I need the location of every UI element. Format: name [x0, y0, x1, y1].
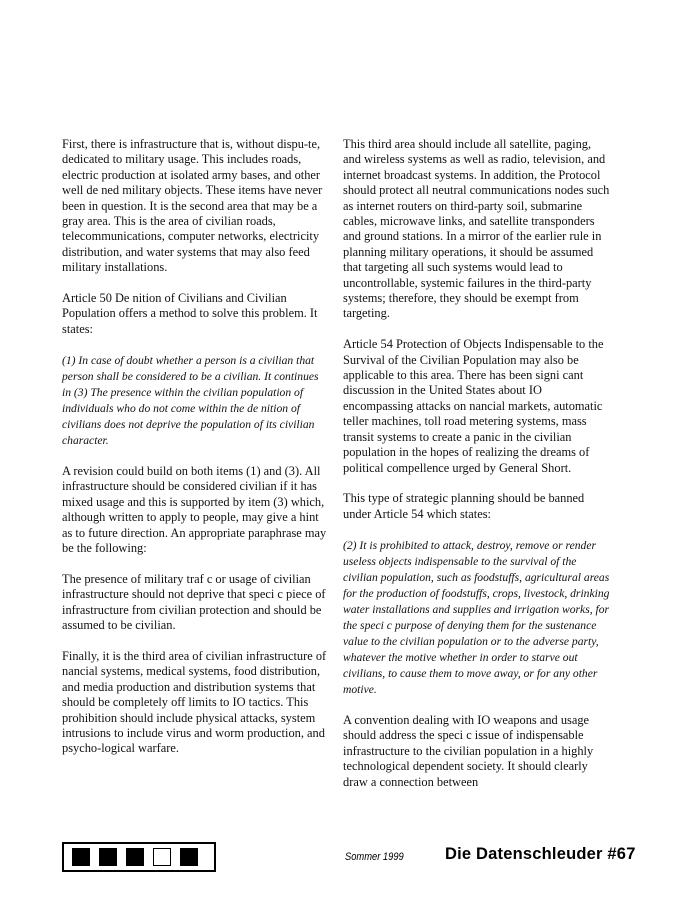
quote-paragraph: (2) It is prohibited to attack, destroy, remove or render useless objects indispensable to the survival of the civilian population, such as foodstuffs, agricultural areas for the production of foodstuffs, crops, livestock, drinking water installations and supplies and irrigation works, for the speci c purpose of denying them for the sustenance value to the civilian population or to the adverse party, whatever the motive whether in order to starve out civilians, to cause them to move away, or for any other motive. [343, 538, 610, 696]
paragraph: This type of strategic planning should be banned under Article 54 which states: [343, 491, 585, 521]
magazine-title: Die Datenschleuder #67 [445, 845, 636, 863]
paragraph: Finally, it is the third area of civilian infrastructure of nancial systems, medical systems, food distribution, and media production and distribution systems that should be completely off limits to IO tactics. This prohibition should include physical attacks, system intrusions to include virus and worm production, and psycho-logical warfare. [62, 648, 327, 756]
paragraph: First, there is infrastructure that is, without dispu-te, dedicated to military usage. This includes roads, electric production at isolated army bases, and other well de ned military objects. These items have never been in question. It is the second area that may be a gray area. This is the area of civilian roads, telecommunications, computer networks, electricity distribution, and water systems that may also feed military installations. [62, 137, 323, 275]
square-icon [180, 848, 198, 866]
paragraph: A convention dealing with IO weapons and usage should address the speci c issue of indispensable infrastructure to the civilian population in a highly technological dependent society. It should clearly draw a connection between [343, 712, 594, 789]
right-column [343, 137, 611, 790]
paragraph: Article 54 Protection of Objects Indispensable to the Survival of the Civilian Population may also be applicable to this area. There has been signi cant discussion in the United States about IO encompassing attacks on nancial markets, automatic teller machines, toll road metering systems, mass transit systems to create a panic in the civilian population in the hopes of realizing the dreams of political compellence urged by General Short. [343, 337, 604, 475]
page-footer [0, 838, 700, 878]
box-strip-logo [62, 842, 216, 872]
square-icon [99, 848, 117, 866]
quote-paragraph: (1) In case of doubt whether a person is a civilian that person shall be considered to be a civilian. It continues in (3) The presence within the civilian population of individuals who do not come within the de nition of civilians does not deprive the population of its civilian character. [62, 353, 319, 447]
square-icon [153, 848, 171, 866]
issue-season: Sommer 1999 [345, 851, 404, 863]
paragraph: This third area should include all satellite, paging, and wireless systems as well as radio, television, and internet broadcast systems. In addition, the Protocol should protect all neutral communications nodes such as internet routers on third-party soil, submarine cables, microwave links, and satellite transponders and ground stations. In a mirror of the earlier rule in planning military operations, it should be assumed that targeting all such systems would lead to uncontrollable, systemic failures in the third-party systems; therefore, they should be exempt from targeting. [343, 137, 610, 321]
paragraph: A revision could build on both items (1) and (3). All infrastructure should be considered civilian if it has mixed usage and this is supported by item (3) which, although written to apply to people, may give a hint as to future direction. An appropriate paraphrase may be the following: [62, 464, 327, 556]
paragraph: The presence of military traf c or usage of civilian infrastructure should not deprive that speci c piece of infrastructure from civilian protection and should be assumed to be civilian. [62, 571, 326, 633]
square-icon [72, 848, 90, 866]
square-icon [126, 848, 144, 866]
left-column [62, 137, 330, 757]
paragraph: Article 50 De nition of Civilians and Civilian Population offers a method to solve this problem. It states: [62, 291, 318, 336]
